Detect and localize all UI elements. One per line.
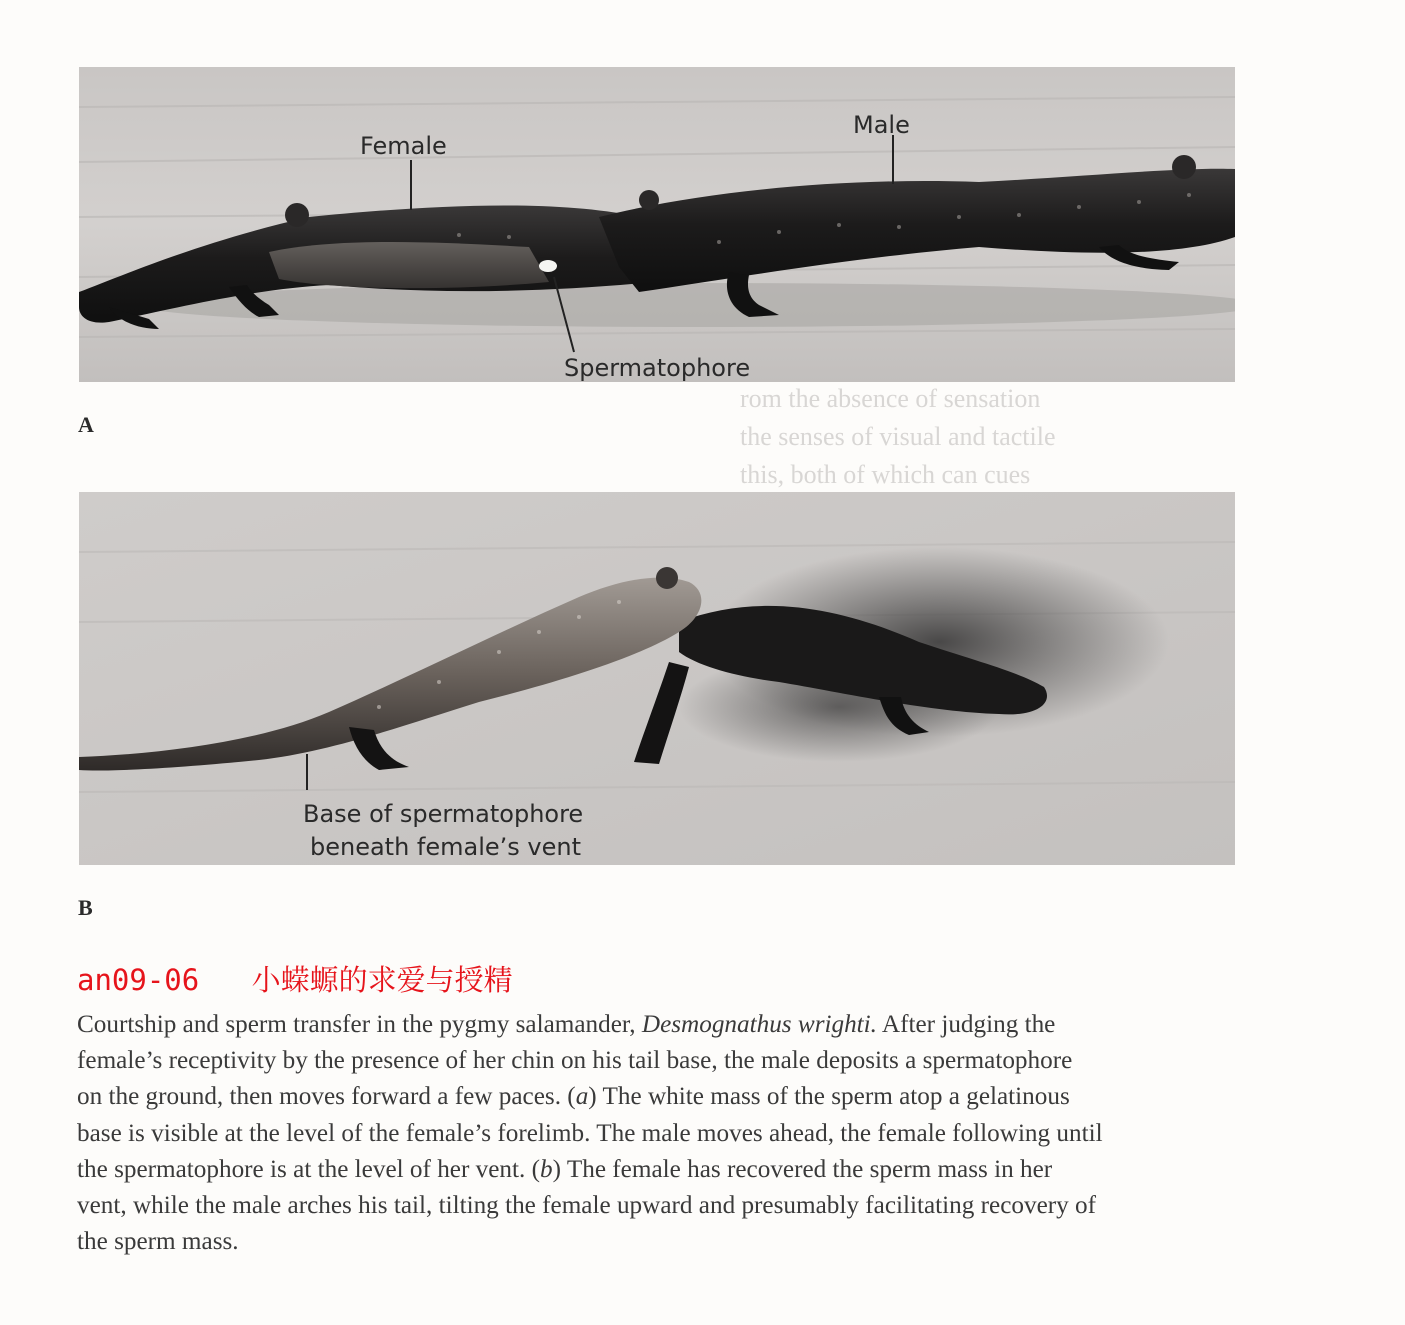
bleed-through-text [740,380,1230,492]
bleed-line: rom the absence of sensation [740,384,1041,413]
salamander-photo-b [79,492,1235,865]
caption-line: the sperm mass. [77,1228,239,1256]
caption-line: female’s receptivity by the presence of her chin on his tail base, the male deposits a spermatophore [77,1047,1073,1075]
figure-id-title: an09-06 小蝾螈的求爱与授精 [77,963,513,997]
label-male: Male [853,111,910,139]
label-base-line2: beneath female’s vent [310,833,582,861]
panel-label-a: A [78,412,94,437]
photo-panel-b [79,492,1235,865]
caption-line: Courtship and sperm transfer in the pygmy salamander, Desmognathus wrighti. After judging the [77,1011,1056,1038]
photo-panel-a [79,67,1235,382]
caption-line: the spermatophore is at the level of her vent. (b) The female has recovered the sperm mass in her [77,1155,1053,1183]
panel-label-b: B [78,895,93,920]
figure-caption [77,1007,1347,1260]
bleed-line: the senses of visual and tactile [740,422,1056,451]
caption-line: vent, while the male arches his tail, tilting the female upward and presumably facilitating recovery of [77,1192,1097,1220]
species-name: Desmognathus wrighti. [641,1011,877,1038]
label-base-line1: Base of spermatophore [303,800,584,828]
caption-line: on the ground, then moves forward a few paces. (a) The white mass of the sperm atop a gelatinous [77,1083,1070,1111]
caption-line: base is visible at the level of the female’s forelimb. The male moves ahead, the female following until [77,1119,1103,1147]
label-spermatophore: Spermatophore [564,354,751,382]
bleed-line: this, both of which can cues [740,460,1031,489]
label-female: Female [360,132,447,160]
salamander-photo-a [79,67,1235,382]
